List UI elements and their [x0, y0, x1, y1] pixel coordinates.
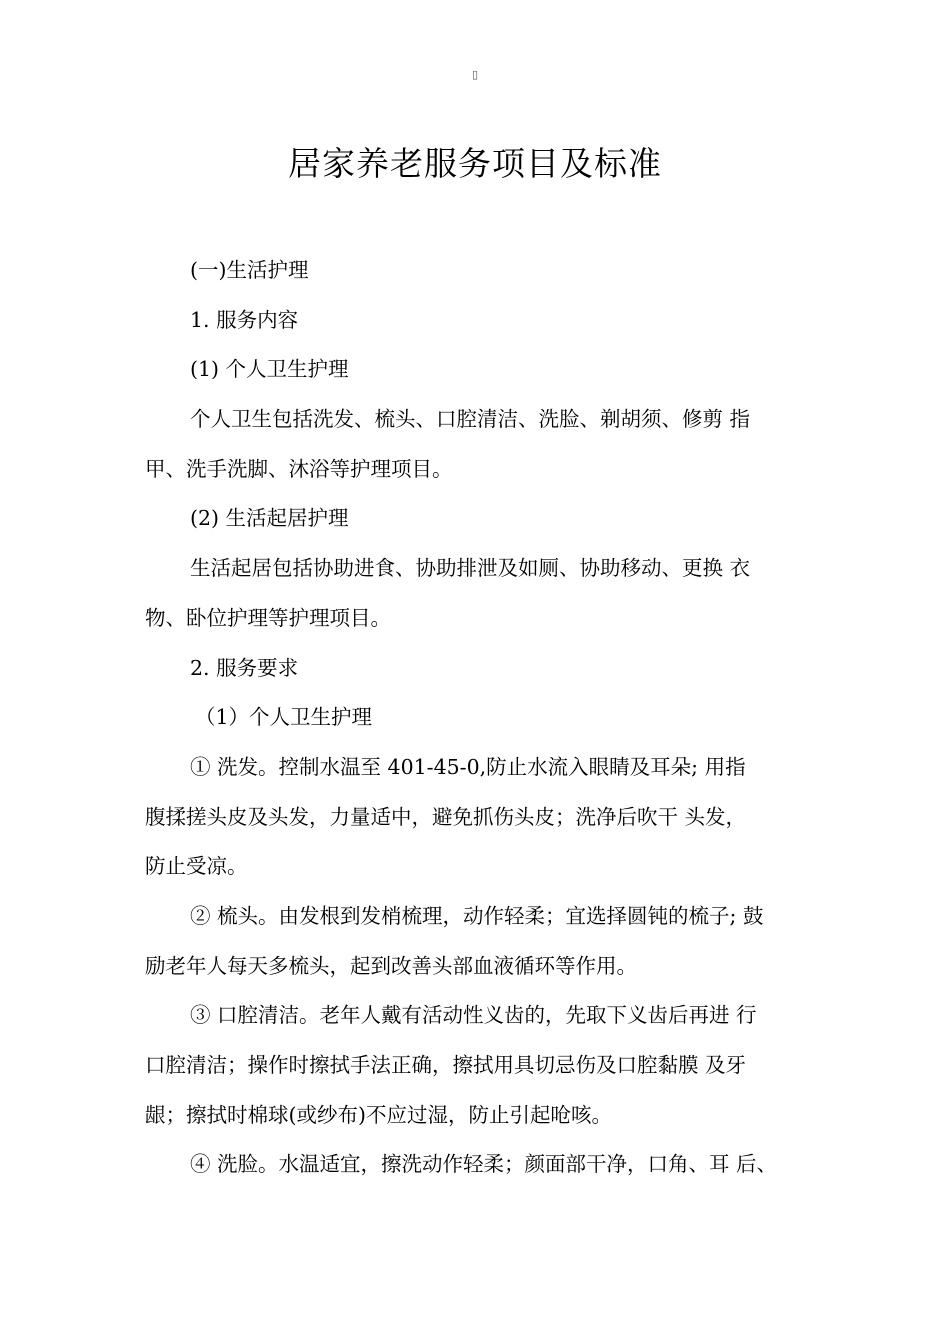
item-heading: (2) 生活起居护理	[190, 506, 349, 531]
paragraph-line: 口腔清洁；操作时擦拭手法正确，擦拭用具切忌伤及口腔黏膜 及牙	[145, 1053, 747, 1077]
paragraph-line: 甲、洗手洗脚、沐浴等护理项目。	[145, 456, 453, 481]
paragraph-line: 物、卧位护理等护理项目。	[145, 605, 391, 630]
paragraph-line: ② 梳头。由发根到发梢梳理，动作轻柔；宜选择圆钝的梳子; 鼓	[190, 903, 764, 928]
item-heading: （1）个人卫生护理	[195, 705, 373, 730]
paragraph-line: 个人卫生包括洗发、梳头、口腔清洁、洗脸、剃胡须、修剪 指	[190, 407, 751, 432]
paragraph-line: ① 洗发。控制水温至 401-45-0,防止水流入眼睛及耳朵; 用指	[190, 754, 746, 779]
section-heading: (一)生活护理	[190, 258, 309, 282]
paragraph-line: ④ 洗脸。水温适宜，擦洗动作轻柔；颜面部干净，口角、耳 后、	[190, 1152, 778, 1177]
paragraph-line: 生活起居包括协助进食、协助排泄及如厕、协助移动、更换 衣	[190, 556, 751, 581]
paragraph-line: ③ 口腔清洁。老年人戴有活动性义齿的，先取下义齿后再进 行	[190, 1003, 757, 1028]
document-body	[145, 246, 807, 1190]
document-title: 居家养老服务项目及标准	[288, 144, 662, 183]
paragraph-line: 防止受凉。	[145, 854, 248, 879]
header-mark: ▯	[471, 68, 479, 81]
item-heading: (1) 个人卫生护理	[190, 357, 349, 382]
subsection-heading: 1. 服务内容	[190, 307, 299, 332]
subsection-heading: 2. 服务要求	[190, 655, 299, 680]
paragraph-line: 腹揉搓头皮及头发，力量适中，避免抓伤头皮；洗净后吹干 头发，	[145, 804, 747, 829]
paragraph-line: 励老年人每天多梳头，起到改善头部血液循环等作用。	[145, 953, 637, 978]
paragraph-line: 龈；擦拭时棉球(或纱布)不应过湿，防止引起呛咳。	[145, 1102, 612, 1127]
